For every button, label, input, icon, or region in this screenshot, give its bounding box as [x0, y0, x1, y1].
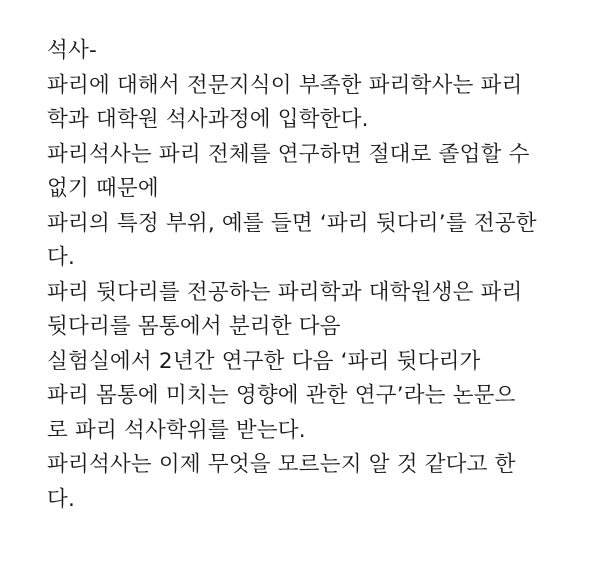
text-line: 파리에 대해서 전문지식이 부족한 파리학사는 파리 — [47, 72, 523, 98]
text-line: 다. — [47, 486, 76, 512]
text-line: 로 파리 석사학위를 받는다. — [47, 417, 306, 443]
text-line: 없기 때문에 — [47, 176, 159, 201]
text-line: 파리석사는 이제 무엇을 모르는지 알 것 같다고 한 — [47, 452, 516, 477]
text-line: 파리 뒷다리를 전공하는 파리학과 대학원생은 파리 — [47, 279, 523, 305]
text-line: 파리석사는 파리 전체를 연구하면 절대로 졸업할 수 — [47, 141, 530, 167]
text-line: 다. — [47, 245, 76, 270]
text-line: 뒷다리를 몸통에서 분리한 다음 — [47, 314, 341, 339]
document-body — [47, 34, 607, 517]
text-line: 파리의 특정 부위, 예를 들면 ‘파리 뒷다리’를 전공한 — [47, 210, 537, 236]
text-line: 실험실에서 2년간 연구한 다음 ‘파리 뒷다리가 — [47, 348, 481, 374]
text-line: 석사- — [47, 38, 97, 63]
text-line: 파리 몸통에 미치는 영향에 관한 연구’라는 논문으 — [47, 383, 516, 408]
text-line: 학과 대학원 석사과정에 입학한다. — [47, 107, 369, 132]
